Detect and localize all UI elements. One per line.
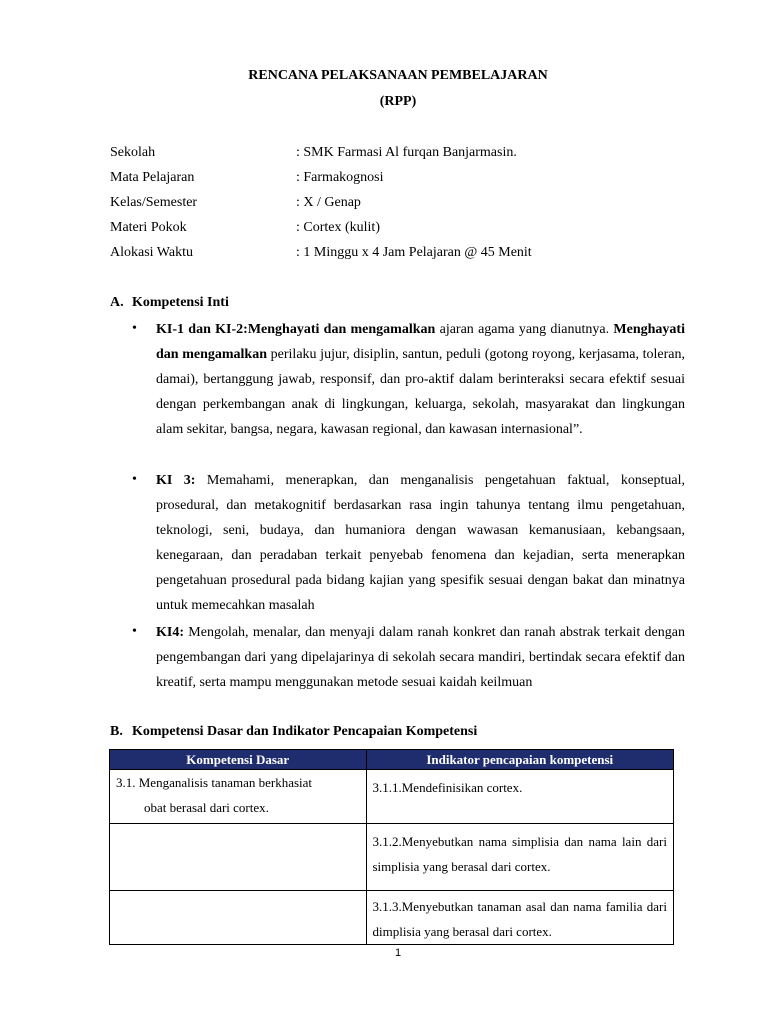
bullet-icon: • <box>132 624 137 639</box>
table-cell-kompetensi-dasar <box>110 824 367 891</box>
section-a-letter: A. <box>110 295 124 310</box>
ki-1-2-emphasis: Menghayati dan mengamalkan <box>156 322 685 362</box>
table-row <box>110 891 674 945</box>
kompetensi-table <box>109 749 674 945</box>
ki-4-text: Mengolah, menalar, dan menyaji dalam ranah konkret dan ranah abstrak terkait dengan pengembangan dari yang dipelajarinya di sekolah secara mandiri, bertindak secara efektif dan kreatif, serta mampu menggunakan metode sesuai kaidah keilmuan <box>156 625 685 690</box>
info-label-kelas-semester: Kelas/Semester <box>110 195 198 210</box>
table-cell-indikator <box>366 891 674 945</box>
table-cell-kompetensi-dasar <box>110 770 367 824</box>
ki-1-2-text-2: perilaku jujur, disiplin, santun, peduli (gotong royong, kerjasama, toleran, damai), bertanggung jawab, responsif, dan pro-aktif dalam berinteraksi secara efektif sesuai dengan perkembangan anak di lingkungan, keluarga, sekolah, masyarakat dan lingkungan alam sekitar, bangsa, negara, kawasan regional, dan kawasan internasional”. <box>156 347 685 437</box>
table-row <box>110 824 674 891</box>
info-value-mata-pelajaran: : Farmakognosi <box>296 170 384 185</box>
ki-4-paragraph <box>156 620 685 695</box>
document-title: RENCANA PELAKSANAAN PEMBELAJARAN <box>248 68 548 83</box>
info-value-alokasi-waktu: : 1 Minggu x 4 Jam Pelajaran @ 45 Menit <box>296 245 532 260</box>
info-value-sekolah: : SMK Farmasi Al furqan Banjarmasin. <box>296 145 517 160</box>
info-value-materi-pokok: : Cortex (kulit) <box>296 220 380 235</box>
bullet-icon: • <box>132 321 137 336</box>
table-cell-kompetensi-dasar <box>110 891 367 945</box>
table-header-row <box>110 750 674 770</box>
table-header-indikator: Indikator pencapaian kompetensi <box>366 750 674 770</box>
kd-line-1: 3.1. Menganalisis tanaman berkhasiat <box>116 775 313 790</box>
info-label-materi-pokok: Materi Pokok <box>110 220 187 235</box>
bullet-icon: • <box>132 472 137 487</box>
info-value-kelas-semester: : X / Genap <box>296 195 361 210</box>
info-label-sekolah: Sekolah <box>110 145 156 160</box>
table-header-kompetensi-dasar: Kompetensi Dasar <box>110 750 367 770</box>
section-b-title: Kompetensi Dasar dan Indikator Pencapaian Kompetensi <box>132 724 478 739</box>
section-a-heading <box>110 295 229 311</box>
section-a-title: Kompetensi Inti <box>132 295 229 310</box>
page-number: 1 <box>394 947 402 959</box>
info-label-alokasi-waktu: Alokasi Waktu <box>110 245 193 260</box>
document-subtitle: (RPP) <box>379 94 417 109</box>
section-b-heading <box>110 724 477 740</box>
section-b-letter: B. <box>110 724 123 739</box>
indikator-text: 3.1.2.Menyebutkan nama simplisia dan nama lain dari simplisia yang berasal dari cortex. <box>372 834 667 874</box>
table-cell-indikator <box>366 824 674 891</box>
ki-4-label: KI4: <box>156 625 184 640</box>
info-label-mata-pelajaran: Mata Pelajaran <box>110 170 195 185</box>
ki-1-2-label: KI-1 dan KI-2:Menghayati dan mengamalkan <box>156 322 436 337</box>
ki-3-label: KI 3: <box>156 473 196 488</box>
indikator-text: 3.1.3.Menyebutkan tanaman asal dan nama familia dari dimplisia yang berasal dari cortex. <box>372 899 667 939</box>
table-row <box>110 770 674 824</box>
ki-3-text: Memahami, menerapkan, dan menganalisis pengetahuan faktual, konseptual, prosedural, dan metakognitif berdasarkan rasa ingin tahunya tentang ilmu pengetahuan, teknologi, seni, budaya, dan humaniora dengan wawasan kemanusiaan, kebangsaan, kenegaraan, dan peradaban terkait penyebab fenomena dan kejadian, serta menerapkan pengetahuan prosedural pada bidang kajian yang spesifik sesuai dengan bakat dan minatnya untuk memecahkan masalah <box>156 473 685 613</box>
ki-1-2-text-1: ajaran agama yang dianutnya. <box>435 322 614 337</box>
table-cell-indikator <box>366 770 674 824</box>
ki-1-2-paragraph <box>156 317 685 442</box>
indikator-text: 3.1.1.Mendefinisikan cortex. <box>372 780 523 795</box>
kd-line-2: obat berasal dari cortex. <box>144 800 269 815</box>
ki-3-paragraph <box>156 468 685 618</box>
